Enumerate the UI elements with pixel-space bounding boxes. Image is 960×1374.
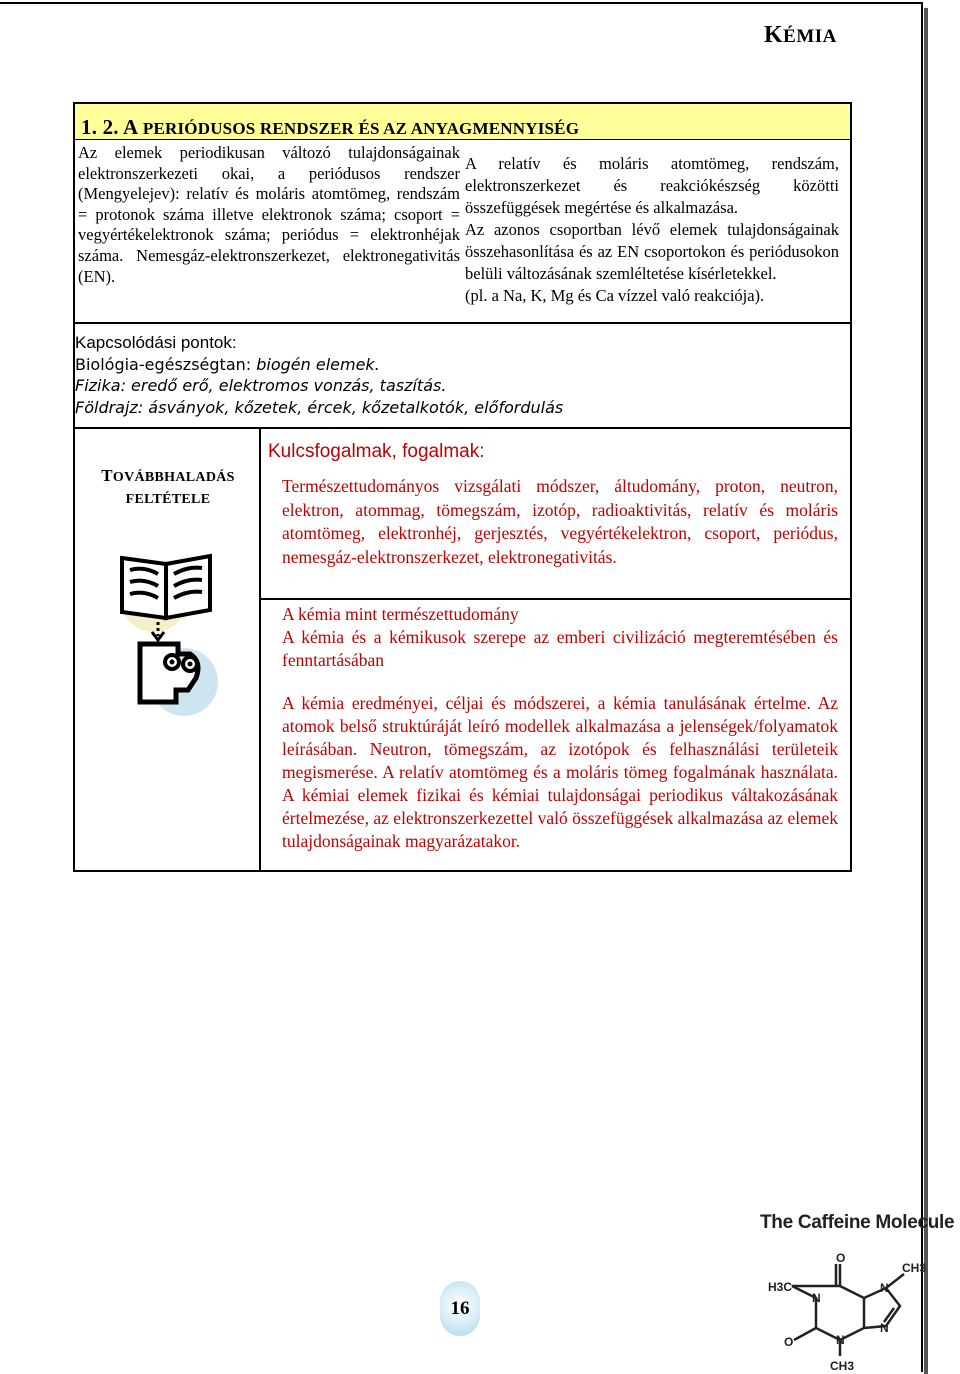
topics-section — [282, 603, 838, 853]
content-right-p2: Az azonos csoportban lévő elemek tulajdonságainak összehasonlítása és az EN csoportokon és periódusokon belüli változásának szemléltetése kísérletekkel. — [465, 220, 839, 283]
key-concepts-heading: Kulcsfogalmak, fogalmak: — [268, 441, 485, 462]
molecule-atom: CH3 — [830, 1359, 855, 1373]
links-biology: Biológia-egészségtan: biogén elemek. — [75, 354, 380, 374]
topic-line: A kémia mint természettudomány — [282, 604, 519, 624]
book-thinker-icon — [110, 540, 230, 720]
molecule-atom: O — [836, 1251, 846, 1265]
content-left-text: Az elemek periodikusan változó tulajdonságainak elektronszerkezeti okai, a periódusos rendszer (Mengyelejev): relatív és moláris atomtömeg, rendszám = protonok száma illetve elektronok száma; csoport = vegyértékelektronok száma; periódus = elektronhéjak száma. Nemesgáz-elektronszerkezet, elektronegativitás (EN). — [78, 143, 460, 286]
page-border-right — [921, 2, 923, 1372]
molecule-atom: N — [812, 1291, 821, 1305]
links-heading: Kapcsolódási pontok: — [75, 333, 237, 352]
key-concepts-body: Természettudományos vizsgálati módszer, áltudomány, proton, neutron, elektron, atommag, tömegszám, izotóp, radioaktivitás, relatív és moláris atomtömeg, elektronhéj, gerjesztés, vegyértékelektron, csoport, periódus, nemesgáz-elektronszerkezet, elektronegativitás. — [282, 476, 838, 567]
section-title: 1. 2. A PERIÓDUSOS RENDSZER ÉS AZ ANYAGMENNYISÉG — [75, 104, 850, 140]
content-right — [465, 153, 839, 307]
molecule-atom: H3C — [768, 1280, 793, 1294]
topic-paragraph: A kémia eredményei, céljai és módszerei, a kémia tanulásának értelme. Az atomok belső struktúráját leíró modellek alkalmazása a jelenségek/folyamatok leírásában. Neutron, tömegszám, az izotópok és felhasználási területeik megismerése. A relatív atomtömeg és a moláris tömeg fogalmának használata. A kémiai elemek fizikai és kémiai tulajdonságai periodikus váltakozásának értelmezése, az elektronszerkezettel való összefüggések alkalmazása az elemek tulajdonságainak magyarázatakor. — [282, 693, 838, 851]
content-left — [78, 143, 460, 287]
column-divider — [259, 428, 261, 872]
molecule-atom: N — [880, 1281, 889, 1295]
content-right-p3: (pl. a Na, K, Mg és Ca vízzel való reakciója). — [465, 286, 765, 305]
divider — [75, 322, 850, 324]
divider — [75, 427, 850, 429]
links-geography: Földrajz: ásványok, kőzetek, ércek, kőzetalkotók, előfordulás — [75, 397, 564, 417]
page-border-top — [0, 2, 923, 4]
progress-label: TOVÁBBHALADÁS FELTÉTELE — [101, 466, 235, 507]
molecule-atom: CH3 — [902, 1261, 927, 1275]
molecule-atom: N — [880, 1321, 889, 1335]
links-section — [75, 332, 563, 418]
divider — [260, 598, 850, 600]
caffeine-logo-text: The Caffeine Molecule — [760, 1212, 955, 1233]
page-number: 16 — [440, 1281, 480, 1336]
content-right-p1: A relatív és moláris atomtömeg, rendszám, elektronszerkezet és reakciókészség közötti összefüggések megértése és alkalmazása. — [465, 154, 839, 217]
page-shadow — [924, 8, 928, 1374]
topic-line: A kémia és a kémikusok szerepe az emberi civilizáció megteremtésében és fenntartásában — [282, 627, 838, 670]
links-physics: Fizika: eredő erő, elektromos vonzás, taszítás. — [75, 376, 447, 395]
caffeine-molecule-icon — [764, 1234, 944, 1374]
molecule-atom: O — [784, 1335, 794, 1349]
molecule-atom: N — [836, 1333, 845, 1347]
header-title: KÉMIA — [764, 22, 837, 48]
